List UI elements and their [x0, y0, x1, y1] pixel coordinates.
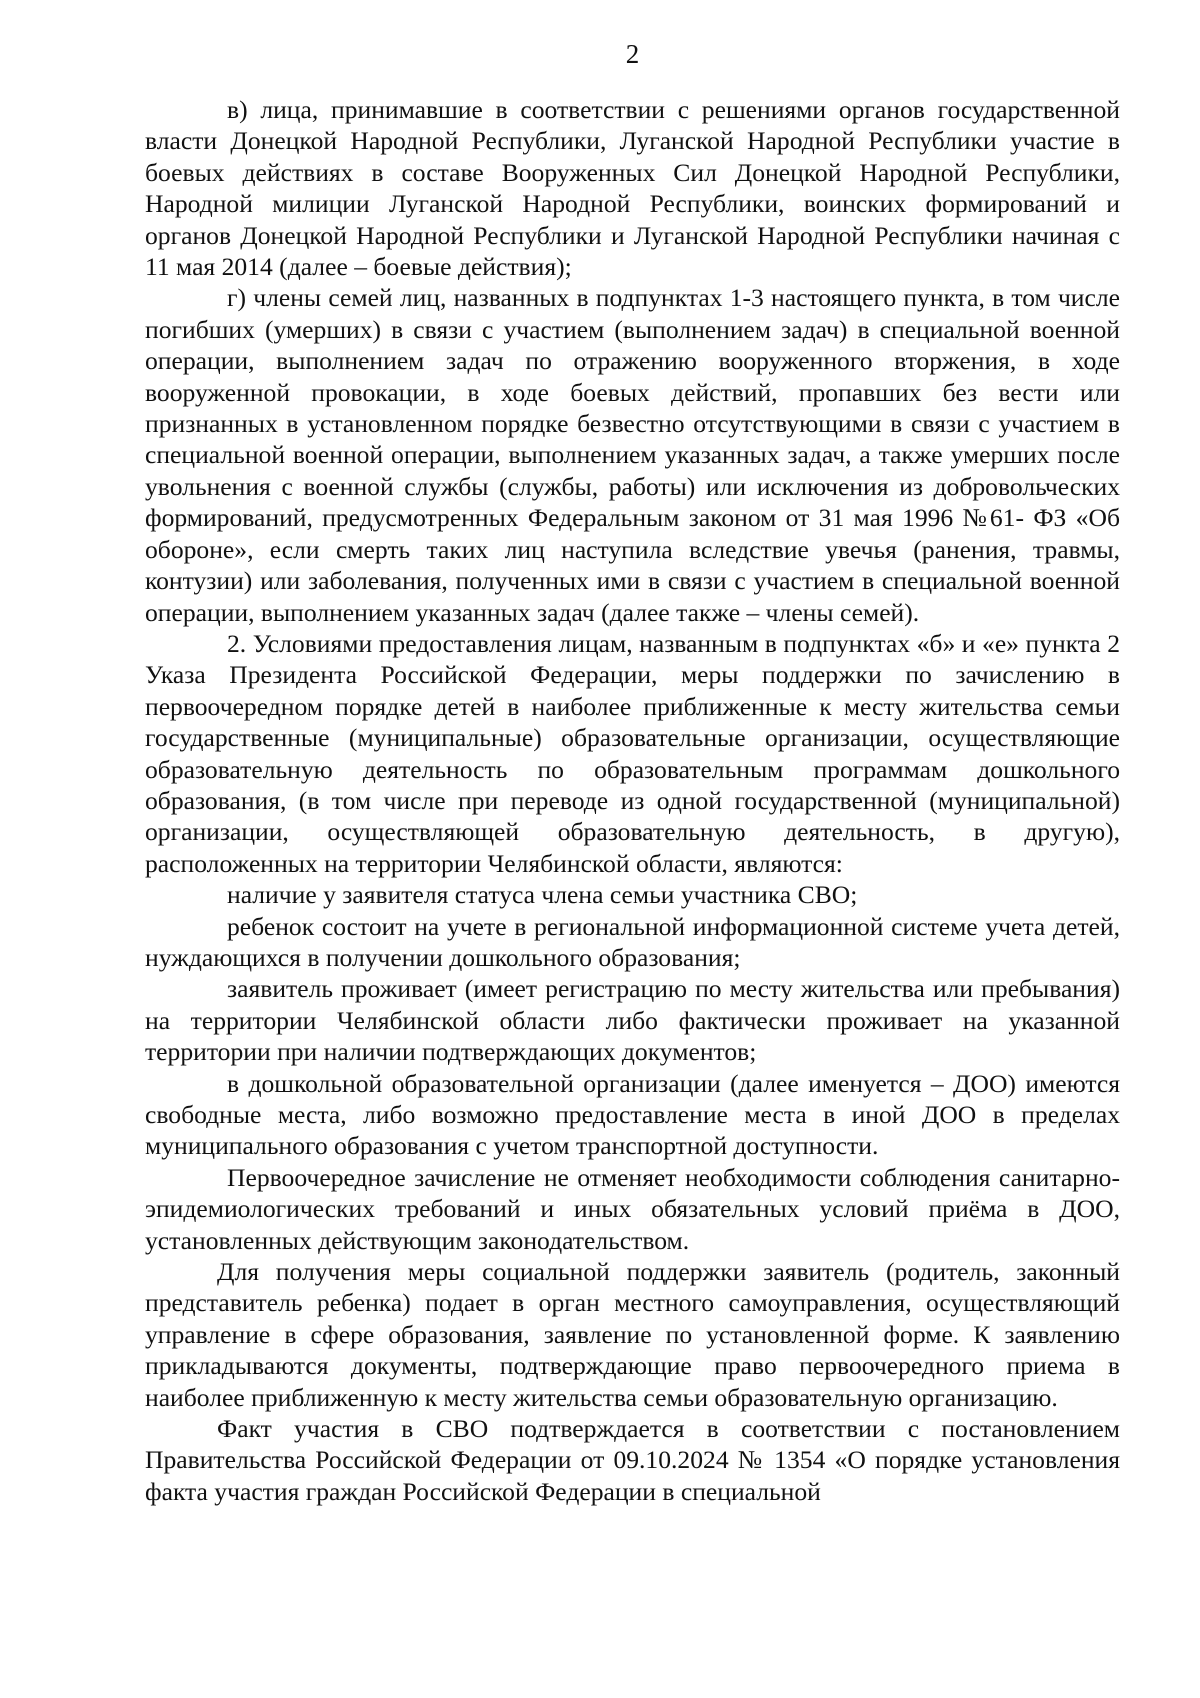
paragraph-subitem-v: в) лица, принимавшие в соответствии с решениями органов государственной власти Донецкой Народной Республики, Луганской Народной Республики участие в боевых действиях в составе Вооруженных Сил Донецкой Народной Республики, Народной милиции Луганской Народной Республики, воинских формирований и органов Донецкой Народной Республики и Луганской Народной Республики начиная с 11 мая 2014 (далее – боевые действия);: [145, 95, 1120, 282]
document-page: [145, 0, 1120, 1698]
paragraph-condition-residence: заявитель проживает (имеет регистрацию по месту жительства или пребывания) на территории Челябинской области либо фактически проживает на указанной территории при наличии подтверждающих документов;: [145, 974, 1120, 1067]
paragraph-subitem-g: г) члены семей лиц, названных в подпунктах 1-3 настоящего пункта, в том числе погибших (умерших) в связи с участием (выполнением задач) в специальной военной операции, выполнением задач по отражению вооруженного вторжения, в ходе вооруженной провокации, в ходе боевых действий, пропавших без вести или признанных в установленном порядке безвестно отсутствующими в связи с участием в специальной военной операции, выполнением указанных задач, а также умерших после увольнения с военной службы (службы, работы) или исключения из добровольческих формирований, предусмотренных Федеральным законом от 31 мая 1996 №61- ФЗ «Об обороне», если смерть таких лиц наступила вследствие увечья (ранения, травмы, контузии) или заболевания, полученных ими в связи с участием в специальной военной операции, выполнением указанных задач (далее также – члены семей).: [145, 283, 1120, 627]
paragraph-condition-vacancy: в дошкольной образовательной организации (далее именуется – ДОО) имеются свободные места, либо возможно предоставление места в иной ДОО в пределах муниципального образования с учетом транспортной доступности.: [145, 1068, 1120, 1161]
paragraph-application: Для получения меры социальной поддержки заявитель (родитель, законный представитель ребенка) подает в орган местного самоуправления, осуществляющий управление в сфере образования, заявление по установленной форме. К заявлению прикладываются документы, подтверждающие право первоочередного приема в наиболее приближенную к месту жительства семьи образовательную организацию.: [145, 1257, 1120, 1412]
paragraph-priority-note: Первоочередное зачисление не отменяет необходимости соблюдения санитарно-эпидемиологических требований и иных обязательных условий приёма в ДОО, установленных действующим законодательством.: [145, 1162, 1120, 1255]
paragraph-proof: Факт участия в СВО подтверждается в соответствии с постановлением Правительства Российской Федерации от 09.10.2024 № 1354 «О порядке установления факта участия граждан Российской Федерации в специальной: [145, 1414, 1120, 1506]
paragraph-condition-registry: ребенок состоит на учете в региональной информационной системе учета детей, нуждающихся в получении дошкольного образования;: [145, 911, 1120, 972]
page-number: 2: [625, 39, 640, 69]
paragraph-condition-status: наличие у заявителя статуса члена семьи участника СВО;: [227, 880, 858, 910]
document-body: [145, 94, 1120, 1507]
paragraph-item-2: 2. Условиями предоставления лицам, названным в подпунктах «б» и «е» пункта 2 Указа Президента Российской Федерации, меры поддержки по зачислению в первоочередном порядке детей в наиболее приближенные к месту жительства семьи государственные (муниципальные) образовательные организации, осуществляющие образовательную деятельность по образовательным программам дошкольного образования, (в том числе при переводе из одной государственной (муниципальной) организации, осуществляющей образовательную деятельность, в другую), расположенных на территории Челябинской области, являются:: [145, 628, 1120, 878]
